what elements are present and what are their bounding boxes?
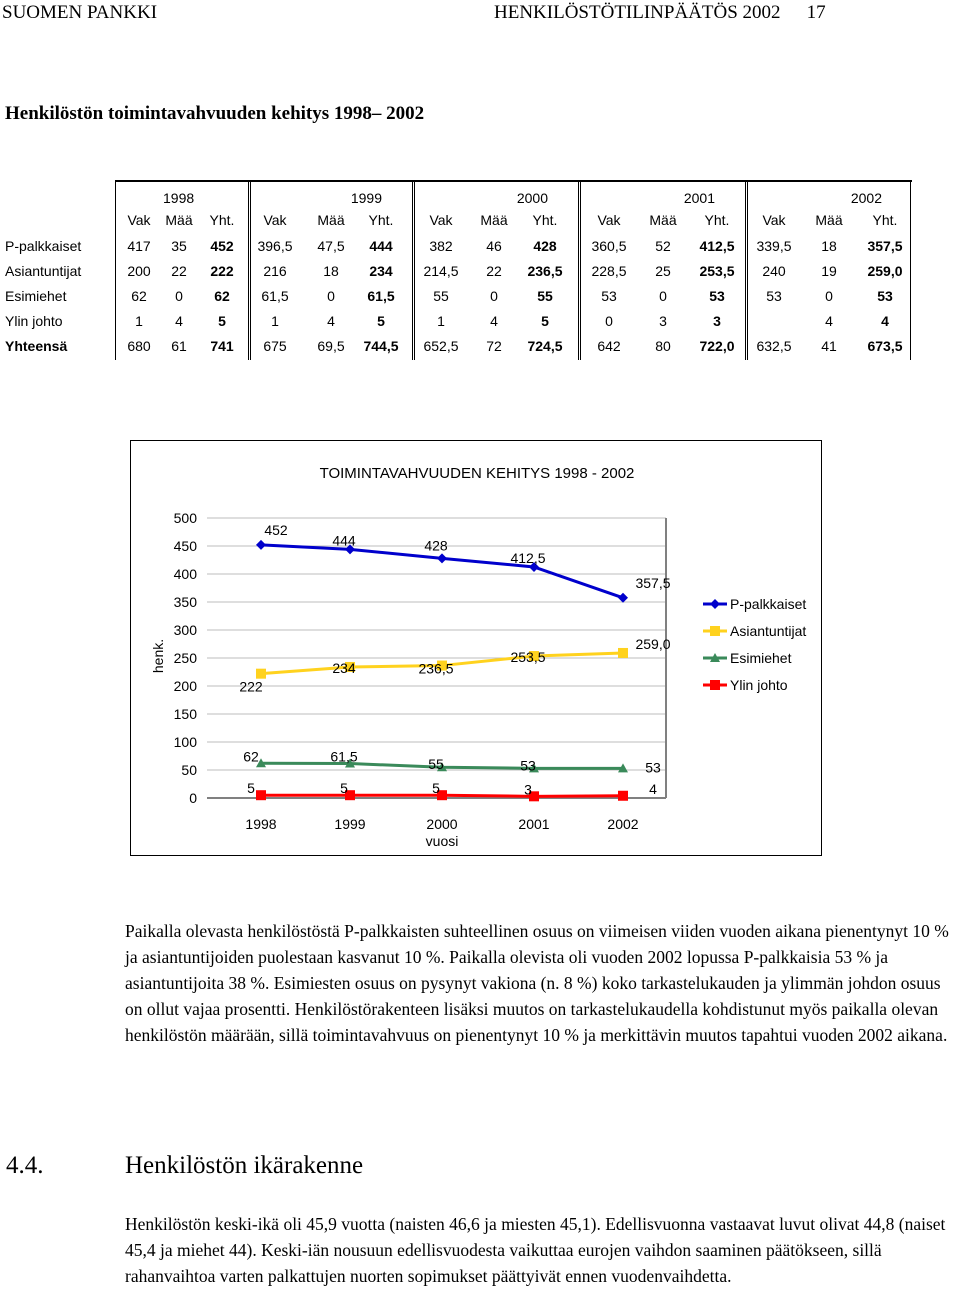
data-point: [618, 648, 628, 658]
table-cell: 741: [210, 338, 234, 354]
y-tick-label: 300: [173, 622, 197, 638]
data-label: 5: [432, 780, 440, 797]
paragraph-1: Paikalla olevasta henkilöstöstä P-palkkaisten suhteellinen osuus on viimeisen viiden vuoden aikana pienentynyt 10 % ja asiantuntijoiden puolestaan kasvanut 10 %. Paikalla olevista oli vuoden 2002 lopussa P-palkkaisia 53 % ja asiantuntijoita 38 %. Esimiesten osuus on pysynyt vakiona (n. 8 %) koko tarkastelukauden ja ylimmän johdon osuus on ollut vajaa prosentti. Henkilöstörakenteen lisäksi muutos on tarkastelukaudella kohdistunut myös paikalla olevan henkilöstön määrään, sillä toimintavahvuus on pienentynyt 10 % ja merkittävin muutos tapahtui vuoden 2002 aikana.: [125, 921, 949, 1045]
table-cell: 4: [825, 313, 833, 329]
table-cell: 1: [135, 313, 143, 329]
subheader-maa: Mää: [480, 212, 508, 228]
header-left: SUOMEN PANKKI: [2, 2, 158, 23]
data-label: 444: [332, 532, 356, 549]
table-cell: 360,5: [591, 238, 627, 254]
table-cell: 632,5: [756, 338, 792, 354]
table-cell: 253,5: [699, 263, 735, 279]
table-cell: 5: [541, 313, 549, 329]
table-cell: 428: [533, 238, 557, 254]
table-cell: 0: [175, 288, 183, 304]
table-cell: 357,5: [867, 238, 903, 254]
table-cell: 3: [659, 313, 667, 329]
chart-frame: [130, 440, 822, 856]
table-cell: 675: [263, 338, 287, 354]
y-tick-label: 400: [173, 566, 197, 582]
x-tick-label: 2000: [426, 816, 458, 832]
table-cell: 53: [766, 288, 782, 304]
data-label: 412,5: [510, 550, 546, 566]
data-point: [256, 669, 266, 679]
subheader-yht: Yht.: [872, 212, 898, 228]
subheader-vak: Vak: [263, 212, 287, 228]
x-tick-label: 1998: [245, 816, 277, 832]
table-cell: 0: [659, 288, 667, 304]
table-cell: 0: [490, 288, 498, 304]
y-tick-label: 350: [173, 594, 197, 610]
data-label: 53: [520, 757, 536, 774]
data-label: 236,5: [418, 660, 454, 677]
subheader-maa: Mää: [649, 212, 677, 228]
data-label: 428: [424, 537, 448, 554]
x-tick-label: 2001: [518, 816, 550, 832]
row-label: P-palkkaiset: [5, 238, 82, 254]
subsection-number: 4.4.: [6, 1152, 44, 1179]
row-label: Esimiehet: [5, 288, 67, 304]
table-cell: 259,0: [867, 263, 903, 279]
year-header: 1999: [350, 190, 382, 206]
table-cell: 62: [131, 288, 147, 304]
table-cell: 5: [218, 313, 226, 329]
data-label: 452: [264, 521, 288, 538]
table-cell: 234: [369, 263, 393, 279]
table-cell: 72: [486, 338, 502, 354]
table-cell: 22: [171, 263, 187, 279]
table-cell: 53: [709, 288, 725, 304]
header-title: HENKILÖSTÖTILINPÄÄTÖS 2002: [494, 2, 781, 23]
table-cell: 53: [877, 288, 893, 304]
year-header: 1998: [163, 190, 195, 206]
table-cell: 724,5: [527, 338, 563, 354]
table-cell: 240: [762, 263, 786, 279]
subheader-vak: Vak: [429, 212, 453, 228]
y-tick-label: 450: [173, 538, 197, 554]
table-cell: 61,5: [261, 288, 289, 304]
table-cell: 0: [327, 288, 335, 304]
legend-label: Ylin johto: [730, 677, 788, 693]
y-tick-label: 250: [173, 650, 197, 666]
y-tick-label: 150: [173, 706, 197, 722]
data-point: [618, 791, 628, 801]
year-header: 2000: [516, 190, 548, 206]
data-point: [256, 790, 266, 800]
table-cell: 4: [327, 313, 335, 329]
table-cell: 52: [655, 238, 671, 254]
subsection-title: Henkilöstön ikärakenne: [125, 1152, 364, 1179]
subheader-vak: Vak: [597, 212, 621, 228]
table-cell: 18: [323, 263, 339, 279]
x-axis-label: vuosi: [425, 833, 459, 849]
legend-marker: [710, 680, 720, 690]
header-right: [494, 2, 826, 24]
legend-label: P-palkkaiset: [730, 596, 807, 612]
staff-table: [0, 180, 912, 360]
table-cell: 0: [605, 313, 613, 329]
data-label: 61,5: [330, 748, 358, 765]
table-cell: 22: [486, 263, 502, 279]
table-cell: 228,5: [591, 263, 627, 279]
row-label: Ylin johto: [5, 313, 63, 329]
table-cell: 396,5: [257, 238, 293, 254]
y-tick-label: 500: [173, 510, 197, 526]
legend-label: Asiantuntijat: [730, 623, 807, 639]
table-cell: 55: [433, 288, 449, 304]
x-tick-label: 1999: [334, 816, 366, 832]
data-label: 234: [332, 659, 356, 676]
table-cell: 680: [127, 338, 151, 354]
y-tick-label: 50: [181, 762, 197, 778]
y-axis-label: henk.: [150, 638, 166, 674]
table-cell: 417: [127, 238, 151, 254]
table-cell: 382: [429, 238, 453, 254]
y-tick-label: 0: [189, 790, 197, 806]
table-cell: 452: [210, 238, 234, 254]
page-number: 17: [806, 2, 826, 23]
table-cell: 41: [821, 338, 837, 354]
staff-line-chart: [131, 441, 823, 857]
table-cell: 25: [655, 263, 671, 279]
subheader-maa: Mää: [317, 212, 345, 228]
table-cell: 236,5: [527, 263, 563, 279]
table-cell: 216: [263, 263, 287, 279]
table-cell: 46: [486, 238, 502, 254]
subheader-vak: Vak: [762, 212, 786, 228]
data-label: 259,0: [635, 635, 671, 652]
subheader-vak: Vak: [127, 212, 151, 228]
data-label: 222: [239, 678, 263, 695]
legend-marker: [710, 626, 720, 636]
x-tick-label: 2002: [607, 816, 639, 832]
table-cell: 61: [171, 338, 187, 354]
table-cell: 412,5: [699, 238, 735, 254]
data-label: 3: [524, 781, 532, 798]
table-cell: 200: [127, 263, 151, 279]
year-header: 2001: [683, 190, 715, 206]
chart-title: TOIMINTAVAHVUUDEN KEHITYS 1998 - 2002: [319, 465, 635, 482]
subheader-yht: Yht.: [704, 212, 730, 228]
table-cell: 4: [881, 313, 889, 329]
table-cell: 444: [369, 238, 393, 254]
table-cell: 4: [175, 313, 183, 329]
table-cell: 339,5: [756, 238, 792, 254]
table-cell: 214,5: [423, 263, 459, 279]
table-cell: 673,5: [867, 338, 903, 354]
table-cell: 47,5: [317, 238, 345, 254]
table-cell: 80: [655, 338, 671, 354]
data-label: 5: [340, 780, 348, 797]
y-tick-label: 100: [173, 734, 197, 750]
table-cell: 3: [713, 313, 721, 329]
data-label: 5: [247, 780, 255, 797]
table-top-rule: [115, 180, 912, 182]
table-cell: 222: [210, 263, 234, 279]
table-cell: 0: [825, 288, 833, 304]
subheader-yht: Yht.: [368, 212, 394, 228]
table-cell: 744,5: [363, 338, 399, 354]
y-tick-label: 200: [173, 678, 197, 694]
table-cell: 62: [214, 288, 230, 304]
subheader-maa: Mää: [165, 212, 193, 228]
data-label: 4: [649, 780, 657, 797]
table-cell: 722,0: [699, 338, 735, 354]
paragraph-2: Henkilöstön keski-ikä oli 45,9 vuotta (naisten 46,6 ja miesten 45,1). Edellisvuonna vastaavat luvut olivat 44,8 (naiset 45,4 ja miehet 44). Keski-iän nousuun edellisvuodesta vaikuttaa eurojen vaihdon saaminen päätökseen, sillä rahanvaihtoa varten palkattujen nuorten sopimukset päättyivät ennen vuodenvaihdetta.: [125, 1214, 946, 1286]
table-cell: 61,5: [367, 288, 395, 304]
table-cell: 69,5: [317, 338, 345, 354]
table-cell: 642: [597, 338, 621, 354]
data-label: 55: [428, 756, 444, 773]
table-cell: 1: [437, 313, 445, 329]
subheader-yht: Yht.: [532, 212, 558, 228]
table-cell: 5: [377, 313, 385, 329]
data-label: 253,5: [510, 649, 546, 666]
row-label: Asiantuntijat: [5, 263, 82, 279]
row-label: Yhteensä: [5, 338, 68, 354]
subheader-yht: Yht.: [209, 212, 235, 228]
table-cell: 53: [601, 288, 617, 304]
table-cell: 652,5: [423, 338, 459, 354]
year-header: 2002: [850, 190, 882, 206]
data-label: 53: [645, 759, 661, 776]
table-cell: 18: [821, 238, 837, 254]
legend-label: Esimiehet: [730, 650, 792, 666]
table-cell: 55: [537, 288, 553, 304]
table-cell: 19: [821, 263, 837, 279]
data-label: 62: [243, 748, 259, 765]
table-cell: 35: [171, 238, 187, 254]
legend-marker: [710, 599, 720, 609]
section-title: Henkilöstön toimintavahvuuden kehitys 1998– 2002: [5, 103, 425, 124]
table-cell: 4: [490, 313, 498, 329]
subheader-maa: Mää: [815, 212, 843, 228]
table-cell: 1: [271, 313, 279, 329]
data-label: 357,5: [635, 574, 671, 591]
